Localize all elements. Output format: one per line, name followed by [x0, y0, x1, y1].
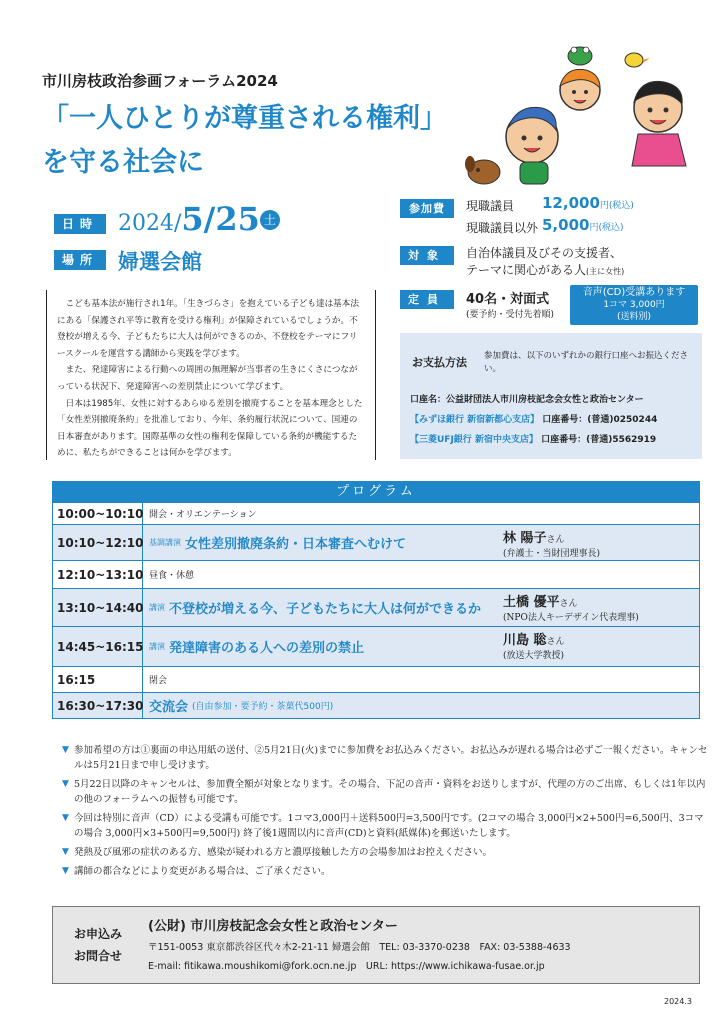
fee-label: 参加費: [400, 199, 454, 218]
contact-address: 〒151-0053 東京都渋谷区代々木2-21-11 婦選会館 TEL: 03-3370-0238 FAX: 03-5388-4633: [148, 942, 571, 953]
frog-icon: [568, 47, 592, 65]
cd-option-badge: 音声(CD)受講あります 1コマ 3,000円 (送料別): [570, 285, 698, 325]
table-row: [53, 502, 699, 524]
title-line-2: を守る社会に: [42, 147, 204, 178]
row-kind: 講演: [149, 642, 165, 651]
intro-paragraph: また、発達障害による行動への周囲の無理解が当事者の生きにくさにつながっている状況下、発達障害への差別禁止について学びます。: [57, 365, 358, 392]
row-time: 13:10~14:40: [53, 589, 143, 626]
weekday-badge: 土: [260, 210, 280, 230]
table-row: [53, 692, 699, 718]
fee-item-2-label: 現職議員以外: [466, 221, 539, 235]
notes-list: [62, 743, 712, 883]
fee-item-2-value: 5,000円(税込): [542, 216, 624, 234]
row-time: 10:10~12:10: [53, 525, 143, 560]
list-item: ▼ 今回は特別に音声（CD）による受講も可能です。1コマ3,000円＋送料500円=3,500円です。(2コマの場合 3,000円×2+500円=6,500円、3コマの場合 3,000円×3+500円=9,500円) 終了後1週間以内に音声(CD)と資料(紙媒体)を郵送いたします。: [62, 811, 712, 841]
account-name: 口座名：公益財団法人市川房枝記念会女性と政治センター: [410, 395, 644, 405]
intro-paragraph: 日本は1985年、女性に対するあらゆる差別を撤廃することを基本理念とした「女性差別撤廃条約」を批准しており、今年、条約履行状況について、国連の日本審査があります。国際基準の女性の権利を保障している条約が機能するために、私たちができることは何かを学びます。: [57, 398, 363, 459]
row-time: 10:00~10:10: [53, 503, 143, 524]
event-place: 婦選会館: [118, 250, 202, 274]
row-plain: 昼食・休憩: [149, 571, 195, 581]
row-topic: 不登校が増える今、子どもたちに大人は何ができるか: [169, 602, 482, 617]
list-item: ▼ 参加希望の方は①裏面の申込用紙の送付、②5月21日(火)までに参加費をお払込みください。お払込みが遅れる場合は必ずご一報ください。キャンセルは5月21日まで申し受けます。: [62, 743, 712, 773]
target-line-2: テーマに関心がある人(主に女性): [466, 263, 625, 277]
place-label: 場所: [54, 250, 106, 270]
contact-label: お申込み お問合せ: [73, 927, 122, 963]
child-top-icon: [560, 69, 600, 110]
program-table: [52, 481, 700, 719]
list-item: ▼ 講師の都合などにより変更がある場合は、ご了承ください。: [62, 864, 712, 879]
title-line-1: 「一人ひとりが尊重される権利」: [42, 103, 447, 134]
row-speaker: 川島 聡さん (放送大学教授): [503, 633, 565, 661]
child-right-icon: [632, 81, 686, 166]
target-label: 対象: [400, 246, 454, 265]
table-row: [53, 588, 699, 626]
contact-organization: (公財) 市川房枝記念会女性と政治センター: [148, 919, 398, 934]
child-left-icon: [506, 107, 558, 184]
fee-item-1-label: 現職議員: [466, 199, 515, 213]
intro-text: [46, 290, 376, 460]
intro-paragraph: こども基本法が施行され1年。「生きづらさ」を抱えている子ども達は基本法にある「保護され平等に教育を受ける権利」が保障されているでしょうか。不登校が増える今、子どもたちに大人は何ができるのか、不登校をテーマにフリースクールを運営する講師から実践を学びます。: [57, 299, 359, 359]
contact-email-url[interactable]: E-mail: fitikawa.moushikomi@fork.ocn.ne.jp URL: https://www.ichikawa-fusae.or.jp: [148, 961, 545, 972]
target-line-1: 自治体議員及びその支援者、: [466, 246, 623, 260]
event-date: 2024/5/25 土: [118, 200, 280, 238]
forum-subtitle: 市川房枝政治参画フォーラム2024: [42, 72, 278, 90]
capacity-note: (要予約・受付先着順): [466, 310, 555, 320]
children-illustration: [462, 42, 714, 202]
table-row: [53, 666, 699, 692]
table-row: [53, 560, 699, 588]
row-topic: 女性差別撤廃条約・日本審査へむけて: [185, 537, 407, 552]
fee-item-1-value: 12,000円(税込): [542, 194, 634, 212]
row-time: 14:45~16:15: [53, 627, 143, 666]
capacity-value: 40名・対面式: [466, 292, 550, 307]
row-kind: 基調講演: [149, 538, 181, 547]
dog-icon: [465, 156, 500, 184]
row-time: 16:15: [53, 667, 143, 692]
row-topic: 交流会: [149, 700, 189, 715]
row-speaker: 土橋 優平さん (NPO法人キーデザイン代表理事): [503, 595, 639, 623]
program-heading: プログラム: [53, 482, 699, 502]
footer-date: 2024.3: [664, 997, 692, 1006]
row-speaker: 林 陽子さん (弁護士・当財団理事長): [503, 531, 601, 559]
bird-icon: [625, 53, 650, 67]
row-time: 16:30~17:30: [53, 693, 143, 718]
table-row: [53, 524, 699, 560]
row-topic: 発達障害のある人への差別の禁止: [169, 641, 365, 656]
row-kind: 講演: [149, 603, 165, 612]
date-label: 日時: [54, 214, 106, 234]
list-item: ▼ 発熱及び風邪の症状のある方、感染が疑われる方と濃厚接触した方の会場参加はお控えください。: [62, 845, 712, 860]
capacity-label: 定員: [400, 290, 454, 309]
list-item: ▼ 5月22日以降のキャンセルは、参加費全額が対象となります。その場合、下記の音声・資料をお送りしますが、代理の方のご出席、もしくは1年以内の他のフォーラムへの振替も可能です。: [62, 777, 712, 807]
row-plain: (自由参加・要予約・茶菓代500円): [192, 702, 334, 712]
payment-title: お支払方法: [412, 356, 467, 369]
row-time: 12:10~13:10: [53, 561, 143, 588]
bank-2: 【三菱UFJ銀行 新宿中央支店】 口座番号：(普通)5562919: [410, 435, 657, 445]
table-row: [53, 626, 699, 666]
payment-description: 参加費は、以下のいずれかの銀行口座へお振込ください。: [484, 351, 689, 374]
row-plain: 開会・オリエンテーション: [149, 510, 257, 520]
row-plain: 閉会: [149, 676, 168, 686]
bank-1: 【みずほ銀行 新宿新都心支店】 口座番号：(普通)0250244: [410, 415, 658, 425]
